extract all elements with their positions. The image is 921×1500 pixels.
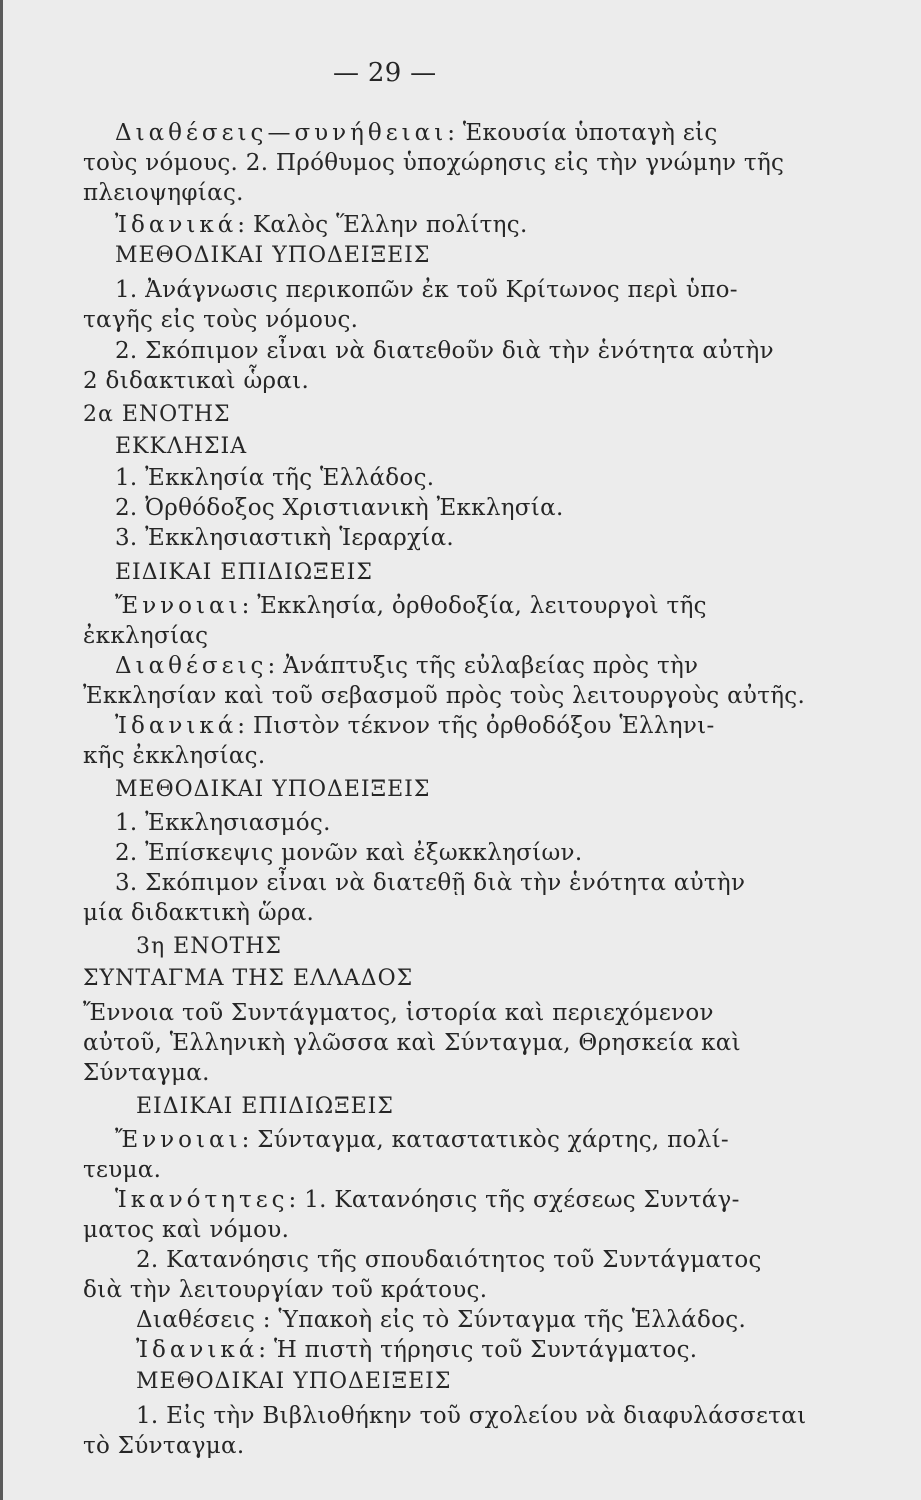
unit-title: ΕΚΚΛΗΣΙΑ — [115, 434, 248, 459]
unit-heading: 3η ΕΝΟΤΗΣ — [136, 934, 282, 959]
text-line: ματος καὶ νόμου. — [83, 1217, 290, 1243]
text-segment: : Ἑκουσία ὑποταγὴ εἰς — [447, 120, 718, 146]
text-segment: : Σύνταγμα, καταστατικὸς χάρτης, πολί- — [241, 1127, 729, 1153]
text-line: μία διδακτικὴ ὥρα. — [83, 900, 315, 926]
spaced-label: Ἰδανικά — [115, 713, 238, 739]
text-line: αὐτοῦ, Ἑλληνικὴ γλῶσσα καὶ Σύνταγμα, Θρησκεία καὶ — [83, 1030, 741, 1056]
text-line: 1. Ἀνάγνωσις περικοπῶν ἐκ τοῦ Κρίτωνος περὶ ὑπο- — [115, 277, 738, 303]
text-line — [136, 1335, 697, 1365]
text-line: 3. Ἐκκλησιαστικὴ Ἱεραρχία. — [115, 525, 455, 551]
text-line: 2. Ὀρθόδοξος Χριστιανικὴ Ἐκκλησία. — [115, 495, 564, 521]
text-line: 1. Ἐκκλησία τῆς Ἑλλάδος. — [115, 465, 435, 491]
text-line — [115, 118, 718, 148]
text-line: ἐκκλησίας — [83, 623, 209, 649]
spaced-label: Διαθέσεις — [115, 653, 268, 679]
text-segment: : Ἡ πιστὴ τήρησις τοῦ Συντάγματος. — [258, 1337, 698, 1363]
text-line: Ἔννοια τοῦ Συντάγματος, ἱστορία καὶ περιεχόμενον — [83, 1000, 714, 1026]
section-heading: ΜΕΘΟΔΙΚΑΙ ΥΠΟΔΕΙΞΕΙΣ — [115, 243, 431, 268]
text-line — [115, 651, 698, 681]
text-line — [115, 1125, 729, 1155]
unit-heading: 2α ΕΝΟΤΗΣ — [83, 402, 231, 427]
text-line: 2. Κατανόησις τῆς σπουδαιότητος τοῦ Συντάγματος — [136, 1247, 762, 1273]
unit-title: ΣΥΝΤΑΓΜΑ ΤΗΣ ΕΛΛΑΔΟΣ — [83, 966, 414, 991]
text-line: 1. Ἐκκλησιασμός. — [115, 810, 331, 836]
text-line: 2 διδακτικαὶ ὧραι. — [83, 368, 310, 394]
text-line: 2. Σκόπιμον εἶναι νὰ διατεθοῦν διὰ τὴν ἑνότητα αὐτὴν — [115, 338, 774, 364]
spaced-label: Ἔννοιαι — [115, 593, 242, 619]
text-line: τευμα. — [83, 1157, 162, 1183]
text-line: 3. Σκόπιμον εἶναι νὰ διατεθῇ διὰ τὴν ἑνότητα αὐτὴν — [115, 870, 746, 896]
text-segment: : Καλὸς Ἕλλην πολίτης. — [237, 212, 528, 238]
spaced-label: Ἰδανικά — [115, 212, 238, 238]
spaced-label: Ἰδανικά — [136, 1337, 259, 1363]
text-line: ταγῆς εἰς τοὺς νόμους. — [83, 307, 359, 333]
section-heading: ΕΙΔΙΚΑΙ ΕΠΙΔΙΩΞΕΙΣ — [136, 1094, 394, 1119]
spaced-label: Διαθέσεις—συνήθειαι — [115, 120, 448, 146]
text-line: διὰ τὴν λειτουργίαν τοῦ κράτους. — [83, 1277, 488, 1303]
text-line: κῆς ἐκκλησίας. — [83, 743, 266, 769]
text-segment: : Πιστὸν τέκνον τῆς ὀρθοδόξου Ἑλληνι- — [237, 713, 715, 739]
text-line — [115, 591, 707, 621]
section-heading: ΜΕΘΟΔΙΚΑΙ ΥΠΟΔΕΙΞΕΙΣ — [136, 1369, 452, 1394]
text-line: 2. Ἐπίσκεψις μονῶν καὶ ἐξωκκλησίων. — [115, 840, 583, 866]
text-line — [115, 1185, 740, 1215]
text-line: Σύνταγμα. — [83, 1060, 210, 1086]
text-line: πλειοψηφίας. — [83, 180, 244, 206]
text-line: τὸ Σύνταγμα. — [83, 1433, 245, 1459]
text-line: Διαθέσεις : Ὑπακοὴ εἰς τὸ Σύνταγμα τῆς Ἑλλάδος. — [136, 1307, 747, 1333]
text-line — [115, 711, 715, 741]
text-segment: : Ἐκκλησία, ὀρθοδοξία, λειτουργοὶ τῆς — [241, 593, 707, 619]
text-line — [115, 210, 528, 240]
section-heading: ΜΕΘΟΔΙΚΑΙ ΥΠΟΔΕΙΞΕΙΣ — [115, 777, 431, 802]
text-line: Ἐκκλησίαν καὶ τοῦ σεβασμοῦ πρὸς τοὺς λειτουργοὺς αὐτῆς. — [83, 683, 806, 709]
text-segment: : 1. Κατανόησις τῆς σχέσεως Συντάγ- — [288, 1187, 740, 1213]
page-number: — 29 — — [333, 58, 437, 88]
spaced-label: Ἔννοιαι — [115, 1127, 242, 1153]
spaced-label: Ἱκανότητες — [115, 1187, 289, 1213]
text-line: 1. Εἰς τὴν Βιβλιοθήκην τοῦ σχολείου νὰ διαφυλάσσεται — [136, 1403, 807, 1429]
text-segment: : Ἀνάπτυξις τῆς εὐλαβείας πρὸς τὴν — [267, 653, 699, 679]
text-line: τοὺς νόμους. 2. Πρόθυμος ὑποχώρησις εἰς τὴν γνώμην τῆς — [83, 150, 785, 176]
section-heading: ΕΙΔΙΚΑΙ ΕΠΙΔΙΩΞΕΙΣ — [115, 560, 373, 585]
